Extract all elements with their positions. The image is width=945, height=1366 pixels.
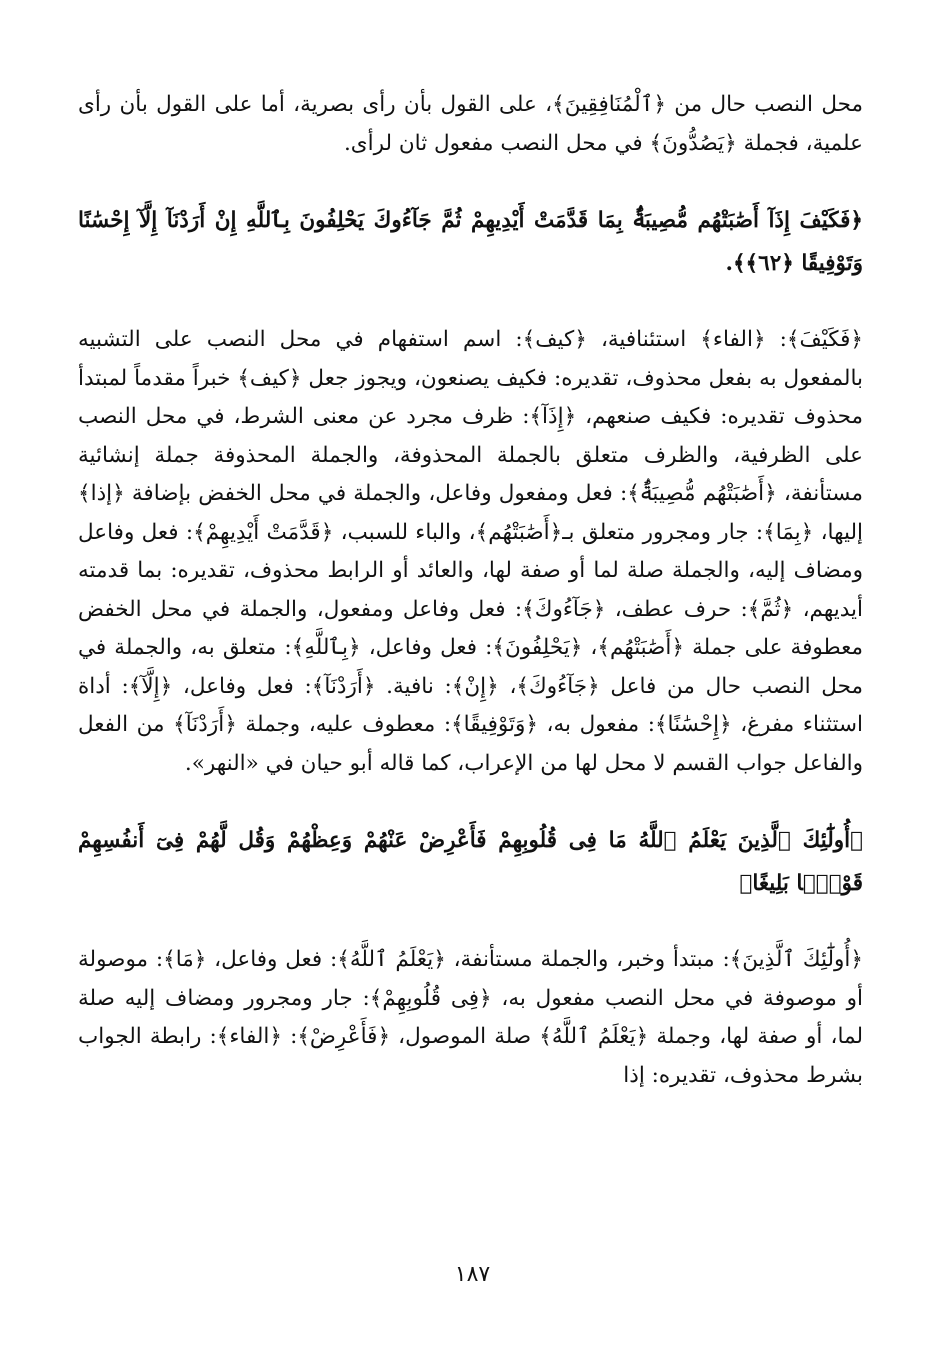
quran-verse-63: ﴿أُولَٰٓئِكَ ٱلَّذِينَ يَعْلَمُ ٱللَّهُ مَا فِى قُلُوبِهِمْ فَأَعْرِضْ عَنْهُمْ وَعِظْهُمْ وَقُل لَّهُمْ فِىٓ أَنفُسِهِمْ قَوْلًۢا بَلِيغًا﴾ [78,828,863,896]
spacer [78,905,863,941]
quran-verse-62: ﴿فَكَيْفَ إِذَآ أَصَٰبَتْهُم مُّصِيبَةٌۢ بِمَا قَدَّمَتْ أَيْدِيهِمْ ثُمَّ جَآءُوكَ يَحْلِفُونَ بِٱللَّهِ إِنْ أَرَدْنَآ إِلَّآ إِحْسَٰنًا وَتَوْفِيقًا ﴿٦٢﴾﴾. [78,208,863,276]
spacer [78,163,863,199]
spacer [78,285,863,321]
paragraph-intro: محل النصب حال من ﴿ٱلْمُنَافِقِينَ﴾، على القول بأن رأى بصرية، أما على القول بأن رأى علمية، فجملة ﴿يَصُدُّونَ﴾ في محل النصب مفعول ثان لرأى. [78,92,863,156]
paragraph-irab-63: ﴿أُولَٰٓئِكَ ٱلَّذِينَ﴾: مبتدأ وخبر، والجملة مستأنفة، ﴿يَعْلَمُ ٱللَّهُ﴾: فعل وفاعل، ﴿مَا﴾: موصولة أو موصوفة في محل النصب مفعول به، ﴿فِى قُلُوبِهِمْ﴾: جار ومجرور ومضاف إليه صلة لما، أو صفة لها، وجملة ﴿يَعْلَمُ ٱللَّهُ﴾ صلة الموصول، ﴿فَأَعْرِضْ﴾: ﴿الفاء﴾: رابطة الجواب بشرط محذوف، تقديره: إذا [78,947,863,1088]
paragraph-irab-62: ﴿فَكَيْفَ﴾: ﴿الفاء﴾ استئنافية، ﴿كيف﴾: اسم استفهام في محل النصب على التشبيه بالمفعول به بفعل محذوف، تقديره: فكيف يصنعون، ويجوز جعل ﴿كيف﴾ خبراً مقدماً لمبتدأ محذوف تقديره: فكيف صنعهم، ﴿إِذَآ﴾: ظرف مجرد عن معنى الشرط، في محل النصب على الظرفية، والظرف متعلق بالجملة المحذوفة، والجملة المحذوفة جملة إنشائية مستأنفة، ﴿أَصَٰبَتْهُم مُّصِيبَةٌۢ﴾: فعل ومفعول وفاعل، والجملة في محل الخفض بإضافة ﴿إذا﴾ إليها، ﴿بِمَا﴾: جار ومجرور متعلق بـ﴿أَصَٰبَتْهُم﴾، والباء للسبب، ﴿قَدَّمَتْ أَيْدِيهِمْ﴾: فعل وفاعل ومضاف إليه، والجملة صلة لما أو صفة لها، والعائد أو الرابط محذوف، تقديره: بما قدمته أيديهم، ﴿ثُمَّ﴾: حرف عطف، ﴿جَآءُوكَ﴾: فعل وفاعل ومفعول، والجملة في محل الخفض معطوفة على جملة ﴿أَصَٰبَتْهُم﴾، ﴿يَحْلِفُونَ﴾: فعل وفاعل، ﴿بِٱللَّهِ﴾: متعلق به، والجملة في محل النصب حال من فاعل ﴿جَآءُوكَ﴾، ﴿إِنْ﴾: نافية. ﴿أَرَدْنَآ﴾: فعل وفاعل، ﴿إِلَّآ﴾: أداة استثناء مفرغ، ﴿إِحْسَٰنًا﴾: مفعول به، ﴿وَتَوْفِيقًا﴾: معطوف عليه، وجملة ﴿أَرَدْنَآ﴾ من الفعل والفاعل جواب القسم لا محل لها من الإعراب، كما قاله أبو حيان في «النهر». [78,327,863,776]
page-number: ١٨٧ [454,1262,491,1287]
page-body [78,86,863,1095]
spacer [78,783,863,819]
